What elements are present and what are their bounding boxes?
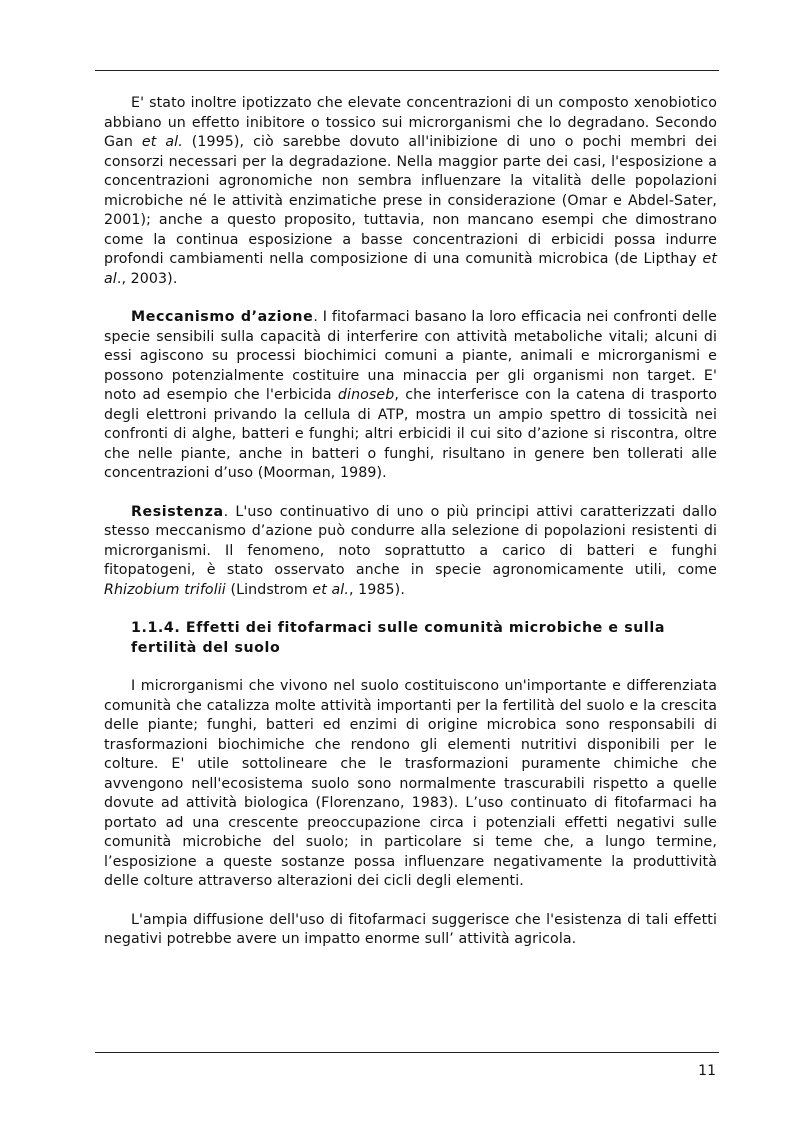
page-number: 11 bbox=[698, 1063, 716, 1079]
run-in-heading-resistance: Resistenza bbox=[131, 503, 224, 520]
paragraph-resistance: Resistenza. L'uso continuativo di uno o più principi attivi caratterizzati dallo stesso meccanismo d’azione può condurre alla selezione di popolazioni resistenti di microrganismi. Il fenomeno, noto soprattutto a carico di batteri e funghi fitopatogeni, è stato osservato anche in specie agronomicamente utili, come Rhizobium trifolii (Lindstrom et al., 1985). bbox=[104, 503, 717, 598]
paragraph-agricultural-impact: L'ampia diffusione dell'uso di fitofarmaci suggerisce che l'esistenza di tali effetti negativi potrebbe avere un impatto enorme sull’ attività agricola. bbox=[104, 911, 717, 947]
paragraph-xenobiotic-effects: E' stato inoltre ipotizzato che elevate concentrazioni di un composto xenobiotico abbiano un effetto inibitore o tossico sui microrganismi che lo degradano. Secondo Gan et al. (1995), ciò sarebbe dovuto all'inibizione di uno o pochi membri dei consorzi necessari per la degradazione. Nella maggior parte dei casi, l'esposizione a concentrazioni agronomiche non sembra influenzare la vitalità delle popolazioni microbiche né le attività enzimatiche prese in considerazione (Omar e Abdel-Sater, 2001); anche a questo proposito, tuttavia, non mancano esempi che dimostrano come la continua esposizione a basse concentrazioni di erbicidi possa indurre profondi cambiamenti nella composizione di una comunità microbica (de Lipthay et al., 2003). bbox=[104, 95, 717, 287]
paragraph-soil-microorganisms: I microrganismi che vivono nel suolo costituiscono un'importante e differenziata comunità che catalizza molte attività importanti per la fertilità del suolo e la crescita delle piante; funghi, batteri ed enzimi di origine microbica sono responsabili di trasformazioni biochimiche che rendono gli elementi nutritivi disponibili per le colture. E' utile sottolineare che le trasformazioni puramente chimiche che avvengono nell'ecosistema suolo sono normalmente trascurabili rispetto a quelle dovute ad attività biologica (Florenzano, 1983). L’uso continuato di fitofarmaci ha portato ad una crescente preoccupazione circa i potenziali effetti negativi sulle comunità microbiche del suolo; in particolare si teme che, a lungo termine, l’esposizione a queste sostanze possa influenzare negativamente la produttività delle colture attraverso alterazioni dei cicli degli elementi. bbox=[104, 678, 717, 889]
footer-rule bbox=[95, 1052, 719, 1053]
paragraph-mechanism-of-action: Meccanismo d’azione. I fitofarmaci basano la loro efficacia nei confronti delle specie sensibili sulla capacità di interferire con attività metaboliche vitali; alcuni di essi agiscono su processi biochimici comuni a piante, animali e microrganismi e possono potenzialmente costituire una minaccia per gli organismi non target. E' noto ad esempio che l'erbicida dinoseb, che interferisce con la catena di trasporto degli elettroni privando la cellula di ATP, mostra un ampio spettro di tossicità nei confronti di alghe, batteri e funghi; altri erbicidi il cui sito d’azione si riscontra, oltre che nelle piante, anche in batteri o funghi, risultano in genere ben tollerati alle concentrazioni d’uso (Moorman, 1989). bbox=[104, 309, 717, 481]
section-heading: 1.1.4. Effetti dei fitofarmaci sulle comunità microbiche e sulla fertilità del suolo bbox=[131, 620, 666, 656]
run-in-heading-mechanism: Meccanismo d’azione bbox=[131, 309, 314, 325]
page-body bbox=[104, 94, 717, 950]
header-rule bbox=[95, 70, 719, 71]
